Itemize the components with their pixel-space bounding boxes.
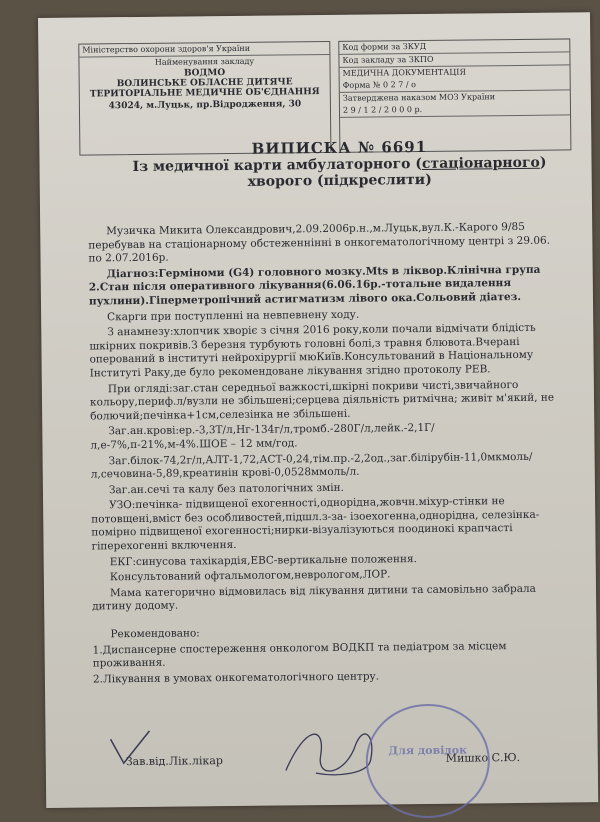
subtitle-suffix: ) xyxy=(539,154,547,171)
institution-address: 43024, м.Луцьк, пр.Відродження, 30 xyxy=(108,99,302,112)
approved-date: 2 9 / 1 2 / 2 0 0 0 р. xyxy=(340,102,570,117)
examination: При огляді:заг.стан середньої важкості,шкірні покриви чисті,звичайного кольору,периф.л/вузли не збільшені;серцева діяльність ритмічна; живіт м'який, не болючий;печінка+1см,селезінка не збільшені. xyxy=(89,378,555,423)
recommendation-2: 2.Лікування в умовах онкогематологічного центру. xyxy=(92,670,380,686)
approved-by: Затверджена наказом МОЗ України xyxy=(342,92,496,103)
blood-test: Заг.ан.крові:ер.-3,3Т/л,Hг-134г/л,тромб.-280Г/л,лейк.-2,1Г/л,е-7%,п-21%,м-4%.ШОЕ – 12 мм/год. xyxy=(90,422,435,452)
header-form-box xyxy=(338,38,571,152)
biochemistry: Заг.білок-74,2г/л,АЛТ-1,72,АСТ-0,24,тім.пр.-2,2од.,заг.білірубін-11,0мкмоль/л,сечовина-5,89,креатинін крові-0,0528ммоль/л. xyxy=(90,450,533,481)
urine-test: Заг.ан.сечі та калу без патологічних змін. xyxy=(108,481,345,496)
subtitle-prefix: Із медичної карти амбулаторного ( xyxy=(132,155,423,176)
consultations: Консультований офтальмологом,неврологом,ЛОР. xyxy=(109,568,391,584)
institution-label: Найменування закладу xyxy=(154,56,255,67)
title-block xyxy=(99,136,579,191)
doctor-name: Мишко С.Ю. xyxy=(445,750,521,765)
mother-refusal: Мама категорично відмовилась від лікування дитини та самовільно забрала дитину додому. xyxy=(92,582,536,613)
ecg: ЕКГ:синусова тахікардія,ЕВС-вертикальне положення. xyxy=(109,552,417,568)
document-title: ВИПИСКА № 6691 xyxy=(251,137,428,158)
official-stamp xyxy=(365,703,490,818)
document-body xyxy=(88,220,571,688)
stamp-text: Для довідок xyxy=(388,743,468,758)
institution-name: ВОЛИНСЬКЕ ОБЛАСНЕ ДИТЯЧЕ ТЕРИТОРІАЛЬНЕ МЕДИЧНЕ ОБ'ЄДНАННЯ xyxy=(89,77,320,100)
anamnesis: З анамнезу:хлопчик хворіє з січня 2016 року,коли почали відмічати блідість шкірних покривів.З березня турбують головні болі,з травня блювота.Вчерані оперований в інституті нейрохірургії мюКиїв.Консультований в Національному Інституті Раку,де було рекомендоване лікування згідно протоколу PEB. xyxy=(89,321,536,380)
diagnosis xyxy=(89,263,567,309)
diagnosis-label: Діагноз: xyxy=(106,267,159,281)
recommendation-1: 1.Диспансерне спостереження онкологом ВОДКП та педіатром за місцем проживання. xyxy=(92,639,507,670)
form-code: Код форми за ЗКУД xyxy=(339,39,569,54)
subtitle-underlined: стаціонарного xyxy=(421,154,540,172)
form-number: Форма № 0 2 7 / о xyxy=(340,77,570,92)
institution-short: ВОДМО xyxy=(183,68,226,79)
institution-code: Код закладу за ЗКПО xyxy=(339,52,569,67)
ultrasound: УЗО:печінка- підвищеної ехогенності,однорідна,жовчн.міхур-стінки не потовщені,вміст без особливостей,підшл.з-за- ізоехогенна,однорідна, селезінка-помірно підвищеної ехогенності;нирки-візуалізуються поодинокі крапчасті гіперехогенні включення. xyxy=(91,495,540,553)
document-subtitle-2: хворого (підкреслити) xyxy=(247,171,432,190)
recommendations-label: Рекомендовано: xyxy=(110,627,200,641)
signature-check-mark xyxy=(105,729,155,770)
document-sheet xyxy=(38,12,598,808)
ministry-name: Міністерство охорони здоров'я України xyxy=(79,42,329,58)
signature-label: Зав.від.Лік.лікар xyxy=(125,754,223,769)
medical-documentation: МЕДИЧНА ДОКУМЕНТАЦІЯ xyxy=(342,67,466,78)
diagnosis-text: Герміноми (G4) головного мозку.Mts в ліквор.Клінічна група 2.Стан після оперативного лікування(6.06.16р.-тотальне видалення пухлини).Гіперметропічний астигматизм лівого ока.Сольовий діатез. xyxy=(88,263,541,308)
patient-info: Музичка Микита Олександрович,2.09.2006р.н.,м.Луцьк,вул.К.-Карого 9/85 перебував на стаціонарному обстеженнінні в онкогематологічному центрі з 29.06. по 2.07.2016р. xyxy=(88,220,551,265)
complaints: Скарги при поступленні на невпевнену ходу. xyxy=(107,308,360,323)
